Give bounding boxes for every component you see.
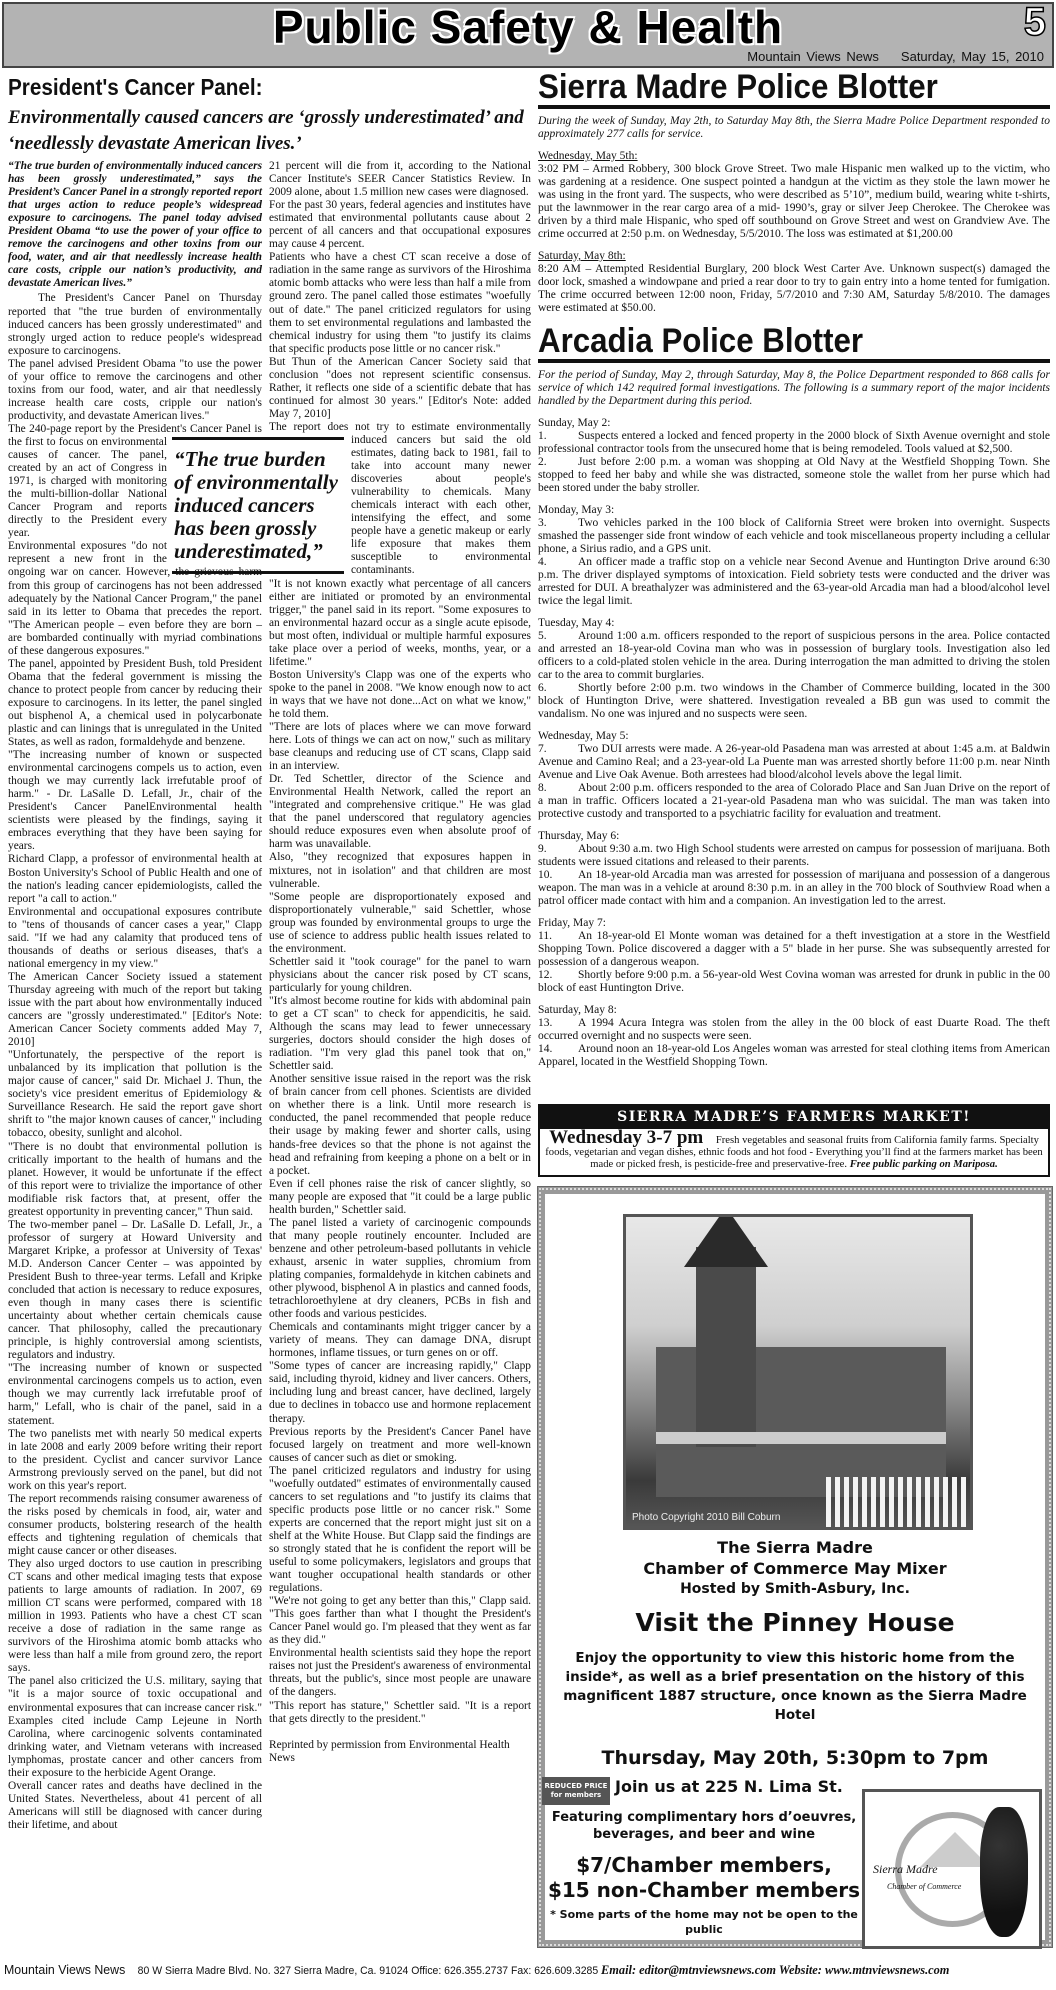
article-paragraph: "Some people are disproportionately exposed and disproportionately vulnerable," said Schettler, whose group was founded by environmental groups to urge the use of science to address public health issues related to the environment. <box>269 890 531 955</box>
ad-event-time: Thursday, May 20th, 5:30pm to 7pm <box>601 1747 989 1769</box>
article-paragraph: Environmental exposures "do not represent a new front in the ongoing war on cancer. However, the grievous harm from this group of carcinogens has not been addressed adequately by the National Cancer Program," the panel said in its letter to Obama that precedes the report. "The American people – even before they are born – are bombarded continually with myriad combinations of these dangerous exposures." <box>8 540 262 657</box>
ad-line: Chamber of Commerce May Mixer <box>643 1559 947 1578</box>
article-paragraph: The two panelists met with nearly 50 medical experts in late 2008 and early 2009 before writing their report to the president. Cyclist and cancer survivor Lance Armstrong previously served on the panel, but did not work on this year's report. <box>8 1427 262 1492</box>
article-paragraph: The panel advised President Obama "to use the power of your office to remove the carcinogens and other toxins from our food, water, and air that needlessly increase health care costs, cripple our nation's productivity, and devastate American lives." <box>8 357 262 422</box>
photo-credit: Photo Copyright 2010 Bill Coburn <box>632 1512 781 1523</box>
item-number: 6. <box>538 682 547 694</box>
blotter-day: Sunday, May 2: <box>538 417 611 429</box>
farmers-market-body <box>540 1129 1048 1175</box>
blotter-item <box>538 517 1050 556</box>
article-paragraph: The panel, appointed by President Bush, told President Obama that the federal government is missing the chance to protect people from cancer by reducing their exposure to carcinogens. In its letter, the panel singled out bisphenol A, a chemical used in polycarbonate plastic and can linings that is unregulated in the United States, as well as radon, formaldehyde and benzene. <box>8 657 262 749</box>
page-number: 5 <box>1023 0 1046 44</box>
badge-line: REDUCED PRICE <box>544 1782 608 1790</box>
article-lede: “The true burden of environmentally induced cancers has been grossly underestimated,” says the President’s Cancer Panel in a strongly reported report that urges action to reduce people’s widespread exposure to carcinogens. The panel today advised President Obama “to use the power of your office to remove the carcinogens and other toxins from our food, water, and air that needlessly increase health care costs, cripple our nation’s productivity, and devastate American lives.” <box>8 160 262 290</box>
article-paragraph: The report recommends raising consumer awareness of the risks posed by chemicals in food, air, water and consumer products, bolstering research of the health effects and tightening regulation of chemicals that might cause cancer or other diseases. <box>8 1492 262 1557</box>
blotter-item <box>538 456 1050 495</box>
article-paragraph: Environmental and occupational exposures contribute to "tens of thousands of cancer cases a year," Clapp said. "If we had any calamity that produced tens of thousands of deaths or serious diseases, that's a national emergency in my view." <box>8 905 262 970</box>
blotter-day: Wednesday, May 5: <box>538 730 629 742</box>
footer-paper: Mountain Views News <box>4 1962 126 1977</box>
article-paragraph: The President's Cancer Panel on Thursday reported that "the true burden of environmentally induced cancers has been grossly underestimated" and strongly urged action to reduce people's widespread exposure to carcinogens. <box>8 292 262 357</box>
article-paragraph: Environmental health scientists said they hope the report raises not just the President's awareness of environmental threats, but the public's, since most people are unaware of the dangers. <box>269 1647 531 1699</box>
article-paragraph: Also, "they recognized that exposures happen in mixtures, not in isolation" and that children are most vulnerable. <box>269 851 531 890</box>
paper-name: Mountain Views News <box>747 49 879 64</box>
farmers-market-hours: Wednesday 3-7 pm <box>549 1127 704 1148</box>
item-number: 4. <box>538 556 547 568</box>
item-number: 2. <box>538 456 547 468</box>
article-paragraph: "It's almost become routine for kids with abdominal pain to get a CT scan" to check for appendicitis, he said. Although the scans may lead to fewer unnecessary surgeries, doctors should consider the high doses of radiation. "I'm very glad this panel took that on," Schettler said. <box>269 995 531 1073</box>
item-number: 8. <box>538 782 547 794</box>
article-paragraph: "We're not going to get any better than this," Clapp said. "This goes farther than what I thought the President's Cancer Panel would go. I'm pleased that they went as far as they did." <box>269 1595 531 1647</box>
item-number: 13. <box>538 1017 553 1029</box>
article-paragraph: "There is no doubt that environmental pollution is critically important to the health of humans and the planet. However, it would be unfortunate if the effect of this report were to trivialize the importance of other modifiable risk factors that, at present, offer the greatest opportunity in preventing cancer," Thun said. <box>8 1140 262 1218</box>
blotter-entry <box>538 150 1050 241</box>
article-paragraph: Richard Clapp, a professor of environmental health at Boston University's School of Public Health and one of the nation's leading cancer epidemiologists, called the report "a call to action." <box>8 853 262 905</box>
item-text: Shortly before 2:00 p.m. two windows in the Chamber of Commerce building, located in the 300 block of Huntington Drive, were shattered. Investigation revealed a BB gun was used to commit the vandalism. No one was injured and no suspects were seen. <box>538 682 1050 720</box>
blotter-item <box>538 743 1050 782</box>
item-number: 14. <box>538 1043 553 1055</box>
logo-text: Chamber of Commerce <box>887 1882 962 1891</box>
item-number: 3. <box>538 517 547 529</box>
article-paragraph: Overall cancer rates and deaths have declined in the United States. Nevertheless, about 41 percent of all Americans will still be diagnosed with cancer during their lifetime, and about <box>8 1779 262 1831</box>
chamber-logo <box>862 1789 1042 1949</box>
farmers-market-text: Fresh vegetables and seasonal fruits from California family farms. Specialty foods, vegetarian and vegan dishes, ethnic foods and hot food - Everything you’ll find at the farmers market has been made or picked fresh, is pesticide-free and preservative-free. <box>545 1135 1043 1170</box>
blotter-item <box>538 430 1050 456</box>
article-paragraph: Another sensitive issue raised in the report was the risk of brain cancer from cell phones. Scientists are divided on whether there is a link. Until more research is conducted, the panel recommended that people reduce their usage by making fewer and shorter calls, using hands-free devices so that the phone is not against the head and refraining from keeping a phone on a belt or in a pocket. <box>269 1073 531 1177</box>
item-number: 5. <box>538 630 547 642</box>
item-text: An 18-year-old El Monte woman was detained for a theft investigation at a store in the Westfield Shopping Town. Police discovered a dagger with a 5" blade in her purse. She was subsequently arrested for possession of a dangerous weapon. <box>538 930 1050 968</box>
blotter-entry <box>538 250 1050 315</box>
footer-website[interactable]: Website: www.mtnviewsnews.com <box>778 1962 950 1977</box>
blotter-item <box>538 1017 1050 1043</box>
article-paragraph: The report does not try to estimate environmentally induced cancers but said the old estimates, dating back to 1981, fail to take into account many newer discoveries about people's vulnerability to chemicals. Many chemicals interact with each other, intensifying the effect, and some people have a genetic makeup or early life exposure that makes them susceptible to environmental contaminants. <box>269 420 531 577</box>
item-number: 7. <box>538 743 547 755</box>
article-paragraph: "This report has stature," Schettler said. "It is a report that gets directly to the president." <box>269 1699 531 1725</box>
item-text: An 18-year-old Arcadia man was arrested for possession of marijuana and possession of a dangerous weapon. The man was in a vehicle at around 8:30 p.m. in an alley in the 700 block of Southview Road when a patrol officer made contact with him and a companion. An investigation led to the arrest. <box>538 869 1050 907</box>
blotter-day: Tuesday, May 4: <box>538 617 615 629</box>
article-paragraph: But Thun of the American Cancer Society said that conclusion "does not represent scientific consensus. Rather, it reflects one side of a scientific debate that has continued for almost 30 years." [Editor's Note: added May 7, 2010] <box>269 355 531 420</box>
article-paragraph: "There are lots of places where we can move forward here. Lots of things we can act on now," such as military base cleanups and reducing use of CT scans, Clapp said in an interview. <box>269 721 531 773</box>
item-text: Around 1:00 a.m. officers responded to the report of suspicious persons in the area. Police contacted and arrested an 18-year-old Covina man who was in possession of burglary tools. Investigation also led officers to a cold-plated stolen vehicle in the area. During interrogation the man admitted to driving the stolen car to the area to commit burglaries. <box>538 630 1050 681</box>
article-paragraph: "Unfortunately, the perspective of the report is unbalanced by its implication that pollution is the major cause of cancer," said Dr. Michael J. Thun, the society's vice president emeritus of Epidemiology & Surveillance Research. He said the report gave short shrift to "the major known causes of cancer," including tobacco, obesity, sunlight and alcohol. <box>8 1049 262 1140</box>
article-paragraph: The panel also criticized the U.S. military, saying that "it is a major source of toxic occupational and environmental exposures that can increase cancer risk." Examples cited include Camp Lejeune in North Carolina, where carcinogenic solvents contaminated drinking water, and Vietnam veterans with increased lymphomas, prostate cancer and other cancers from their exposure to the herbicide Agent Orange. <box>8 1675 262 1779</box>
blotter-item <box>538 843 1050 869</box>
article-paragraph: Chemicals and contaminants might trigger cancer by a variety of means. They can damage DNA, disrupt hormones, inflame tissues, or turn genes on or off. <box>269 1321 531 1360</box>
item-text: About 2:00 p.m. officers responded to the area of Colorado Place and San Juan Drive on the report of a man in traffic. Officers located a 21-year-old Pasadena man who was suicidal. The man was taken into protective custody and transported to a psychiatric facility for evaluation and treatment. <box>538 782 1050 820</box>
member-price: $7/Chamber members, <box>576 1853 832 1877</box>
pull-quote: “The true burden of environmentally induced cancers has been grossly underestimated,” <box>172 437 344 574</box>
article-paragraph: Boston University's Clapp was one of the experts who spoke to the panel in 2008. "We know enough now to act in ways that we have not done...Act on what we know," he told them. <box>269 668 531 720</box>
blotters <box>538 70 1050 1069</box>
footer <box>4 1962 1002 1978</box>
item-text: Around noon an 18-year-old Los Angeles woman was arrested for steal clothing items from American Apparel, located in the Westfield Shopping Town. <box>538 1043 1050 1068</box>
item-number: 1. <box>538 430 547 442</box>
blotter-text: 3:02 PM – Armed Robbery, 300 block Grove Street. Two male Hispanic men walked up to the victim, who was gardening at a residence. One suspect pointed a handgun at the victim as they stole the lawn mower he was using in the front yard. The suspects, who were described as 5’10”, medium build, wearing white t-shirts, put the lawnmower in the rear cargo area of a mid- 1990’s, gray or silver Jeep Cherokee. The Cherokee was driven by a third male Hispanic, who sped off southbound on Grove Street and west on Grandview Ave. The crime occurred at 2:50 p.m. on Wednesday, 5/5/2010. The loss was estimated at $1,200.00 <box>538 163 1050 240</box>
section-title: Public Safety & Health <box>272 1 784 53</box>
article-subhead: Environmentally caused cancers are ‘grossly underestimated’ and ‘needlessly devastate American lives.’ <box>8 107 524 154</box>
badge-line: for members <box>550 1791 602 1799</box>
article-paragraph: "Some types of cancer are increasing rapidly," Clapp said, including thyroid, kidney and liver cancers. Others, including lung and breast cancer, have declined, largely due to declines in tobacco use and hormone replacement therapy. <box>269 1360 531 1425</box>
sierra-madre-blotter-entries <box>538 150 1050 315</box>
ad-host: Hosted by Smith-Asbury, Inc. <box>680 1581 910 1597</box>
item-number: 10. <box>538 869 553 881</box>
article-paragraph: They also urged doctors to use caution in prescribing CT scans and other medical imaging tests that expose patients to large amounts of radiation. In 2007, 69 million CT scans were performed, compared with 18 million in 1993. Patients who have a chest CT scan receive a dose of radiation in the same range as survivors of the Hiroshima atomic bomb attacks who were less than half a mile from ground zero, the report says. <box>8 1558 262 1675</box>
item-text: An officer made a traffic stop on a vehicle near Second Avenue and Huntington Drive around 6:30 p.m. The driver displayed symptoms of intoxication. Field sobriety tests were conducted and the driver was arrested for DUI. A breathalyzer was administered and the 63-year-old Arcadia man had a blood/alcohol level twice the legal limit. <box>538 556 1050 607</box>
ad-heading <box>545 1537 1045 1600</box>
masthead <box>2 2 1054 68</box>
sierra-madre-blotter-intro: During the week of Sunday, May 2th, to Saturday May 8th, the Sierra Madre Police Department responded to approximately 277 calls for service. <box>538 115 1050 140</box>
dateline <box>747 49 1044 64</box>
article-column-2 <box>269 160 531 1765</box>
article-column-1 <box>8 160 262 1832</box>
blotter-item <box>538 556 1050 608</box>
ad-body: Enjoy the opportunity to view this historic home from the inside*, as well as a brief presentation on the history of this magnificent 1887 structure, once known as the Sierra Madre Hotel <box>563 1650 1027 1723</box>
pinney-house-photo <box>623 1214 973 1530</box>
article-paragraph: Patients who have a chest CT scan receive a dose of radiation in the same range as survivors of the Hiroshima atomic bomb attacks who were less than half a mile from ground zero. The panel called those estimates "woefully out of date." The panel criticized regulators for using them to set environmental regulations and lambasted the chemical industry for using them "to justify its claims that specific products pose little or no cancer risk." <box>269 251 531 355</box>
farmers-market-parking: Free public parking on Mariposa. <box>849 1159 998 1170</box>
article-credit: Reprinted by permission from Environmental Health News <box>269 1738 510 1764</box>
arcadia-blotter-entries <box>538 417 1050 1069</box>
item-number: 9. <box>538 843 547 855</box>
article-paragraph: "The increasing number of known or suspected environmental carcinogens compels us to action, even though we may currently lack irrefutable proof of harm," Lefall, who is chair of the panel, said in a statement. <box>8 1362 262 1427</box>
farmers-market-box <box>538 1104 1050 1177</box>
ad-note: * Some parts of the home may not be open to the public <box>550 1908 858 1936</box>
article-paragraph: Schettler said it "took courage" for the panel to warn physicians about the cancer risk posed by CT scans, particularly for young children. <box>269 955 531 994</box>
article-paragraph: The panel criticized regulators and industry for using "woefully outdated" estimates of environmentally caused cancers to set regulations and "to justify its claims that specific products pose little or no cancer risk." Some experts are concerned that the report might just sit on a shelf at the White House. But Clapp said the findings are so strongly stated that he is confident the report will be useful to some policymakers, legislators and groups that want tougher occupational health standards or other regulations. <box>269 1464 531 1595</box>
blotter-day: Friday, May 7: <box>538 917 606 929</box>
reduced-price-badge <box>542 1777 610 1805</box>
article-paragraph: "It is not known exactly what percentage of all cancers either are initiated or promoted by an environmental trigger," the panel said in its report. "Some exposures to an environmental hazard occur as a single acute episode, but most often, individual or multiple harmful exposures take place over a period of weeks, months, year, or a lifetime." <box>269 577 531 668</box>
ad-headline: Visit the Pinney House <box>635 1608 955 1637</box>
ad-line: The Sierra Madre <box>717 1538 873 1557</box>
logo-text: Sierra Madre <box>873 1862 938 1876</box>
article-paragraph: "The increasing number of known or suspected environmental carcinogens compels us to action, even though we may currently lack irrefutable proof of harm." - Dr. LaSalle D. Lefall, Jr., chair of the President's Cancer PanelEnvironmental health scientists were pleased by the findings, saying it embraces everything that they have been saying for years. <box>8 749 262 853</box>
blotter-day: Saturday, May 8th: <box>538 250 626 262</box>
item-text: About 9:30 a.m. two High School students were arrested on campus for possession of marijuana. Both students were issued citations and released to their parents. <box>538 843 1050 868</box>
blotter-item <box>538 630 1050 682</box>
arcadia-blotter-headline: Arcadia Police Blotter <box>538 322 864 360</box>
ad-details <box>545 1809 863 1937</box>
article-paragraph: The 240-page report by the President's Cancer Panel is the first to focus on environmental causes of cancer. The panel, created by an act of Congress in 1971, is charged with monitoring the multi-billion-dollar National Cancer Program and reports directly to the President every year. <box>8 422 262 540</box>
blotter-item <box>538 682 1050 721</box>
ad-location: Join us at 225 N. Lima St. <box>615 1777 843 1796</box>
article-paragraph: The two-member panel – Dr. LaSalle D. Lefall, Jr., a professor of surgery at Howard University and Margaret Kripke, a professor at University of Texas' M.D. Anderson Cancer Center – was appointed by President Bush to three-year terms. Lefall and Kripke concluded that action is necessary to reduce exposures, even though in many cases there is scientific uncertainty about whether certain chemicals cause cancer. That philosophy, called the precautionary principle, is highly controversial among scientists, regulators and industry. <box>8 1218 262 1362</box>
issue-date: Saturday, May 15, 2010 <box>900 49 1044 64</box>
article-paragraph: For the past 30 years, federal agencies and institutes have estimated that environmental pollutants cause about 2 percent of all cancers and that occupational exposures may cause 4 percent. <box>269 199 531 251</box>
chamber-mixer-ad <box>538 1187 1052 1947</box>
nonmember-price: $15 non-Chamber members <box>547 1878 861 1902</box>
item-text: Shortly before 9:00 p.m. a 56-year-old West Covina woman was arrested for drunk in public in the 00 block of east Huntington Drive. <box>538 969 1050 994</box>
footer-email[interactable]: Email: editor@mtnviewsnews.com <box>601 1962 777 1977</box>
article-header <box>8 74 528 157</box>
blotter-item <box>538 782 1050 821</box>
item-text: Suspects entered a locked and fenced property in the 2000 block of Sixth Avenue overnight and stole professional contractor tools from the unsecured home that is being remodeled. Tools valued at $2,500. <box>538 430 1050 455</box>
blotter-text: 8:20 AM – Attempted Residential Burglary, 200 block West Carter Ave. Unknown suspect(s) damaged the door lock, smashed a windowpane and pried a rear door to try to gain entry into a home tented for fumigation. The crime occurred between 12:00 noon, Friday, 5/7/2010 and 7:30 AM, Saturday 5/8/2010. The damages were estimated at $50.00. <box>538 263 1050 314</box>
article-paragraph: Even if cell phones raise the risk of cancer slightly, so many people are exposed that "it could be a large public health burden," Schettler said. <box>269 1177 531 1216</box>
arcadia-blotter-intro: For the period of Sunday, May 2, through Saturday, May 8, the Police Department responded to 868 calls for service of which 142 required formal investigations. The following is a summary report of the major incidents handled by the Department during this period. <box>538 369 1050 407</box>
article-paragraph: Previous reports by the President's Cancer Panel have focused largely on treatment and more well-known causes of cancer such as diet or smoking. <box>269 1425 531 1464</box>
item-text: Two vehicles parked in the 100 block of California Street were broken into overnight. Suspects smashed the passenger side front window of each vehicle and took miscellaneous property including a cellular phone, a Sirius radio, and a GPS unit. <box>538 517 1050 555</box>
item-text: A 1994 Acura Integra was stolen from the alley in the 00 block of east Duarte Road. The theft occurred overnight and no suspects were seen. <box>538 1017 1050 1042</box>
article-paragraph: 21 percent will die from it, according to the National Cancer Institute's SEER Cancer Statistics Review. In 2009 alone, about 1.5 million new cases were diagnosed. <box>269 160 531 199</box>
blotter-day: Saturday, May 8: <box>538 1004 617 1016</box>
item-number: 11. <box>538 930 552 942</box>
blotter-day: Thursday, May 6: <box>538 830 620 842</box>
item-text: Two DUI arrests were made. A 26-year-old Pasadena man was arrested at about 1:45 a.m. at Baldwin Avenue and Camino Real; and a 23-year-old La Puente man was arrested shortly before 11:00 p.m. near Ninth Avenue and Live Oak Avenue. Both arrestees had blood/alcohol levels above the legal limit. <box>538 743 1050 781</box>
ad-prices <box>545 1853 863 1903</box>
article-paragraph: The panel listed a variety of carcinogenic compounds that many people routinely encounter. Included are benzene and other petroleum-based pollutants in vehicle exhaust, arsenic in water supplies, chromium from plating companies, formaldehyde in kitchen cabinets and other plywood, bisphenol A in plastics and canned foods, tetrachloroethylene at dry cleaners, PCBs in fish and other foods and various pesticides. <box>269 1216 531 1321</box>
sierra-madre-blotter-headline: Sierra Madre Police Blotter <box>538 68 938 106</box>
article-paragraph: The American Cancer Society issued a statement Thursday agreeing with much of the report but taking issue with the part about how environmentally induced cancers are "grossly underestimated." [Editor's Note: American Cancer Society comments added May 7, 2010] <box>8 970 262 1049</box>
farmers-market-title: SIERRA MADRE’S FARMERS MARKET! <box>540 1106 1048 1129</box>
blotter-day: Wednesday, May 5th: <box>538 150 638 162</box>
blotter-item <box>538 930 1050 969</box>
footer-address: 80 W Sierra Madre Blvd. No. 327 Sierra Madre, Ca. 91024 Office: 626.355.2737 Fax: 626.609.3285 <box>137 1965 599 1977</box>
blotter-item <box>538 969 1050 995</box>
ad-featuring: Featuring complimentary hors d’oeuvres, beverages, and beer and wine <box>551 1810 857 1842</box>
article-headline: President's Cancer Panel: <box>8 74 263 100</box>
article-paragraph: Dr. Ted Schettler, director of the Science and Environmental Health Network, called the report an "integrated and comprehensive critique." He was glad that the panel underscored that regulatory agencies should reduce exposures even when absolute proof of harm was unavailable. <box>269 773 531 851</box>
item-number: 12. <box>538 969 553 981</box>
blotter-item <box>538 1043 1050 1069</box>
blotter-day: Monday, May 3: <box>538 504 615 516</box>
blotter-item <box>538 869 1050 908</box>
item-text: Just before 2:00 p.m. a woman was shopping at Old Navy at the Westfield Shopping Town. She stopped to feed her baby and while she was distracted, someone stole the wallet from her purse which had been stored under the baby stroller. <box>538 456 1050 494</box>
